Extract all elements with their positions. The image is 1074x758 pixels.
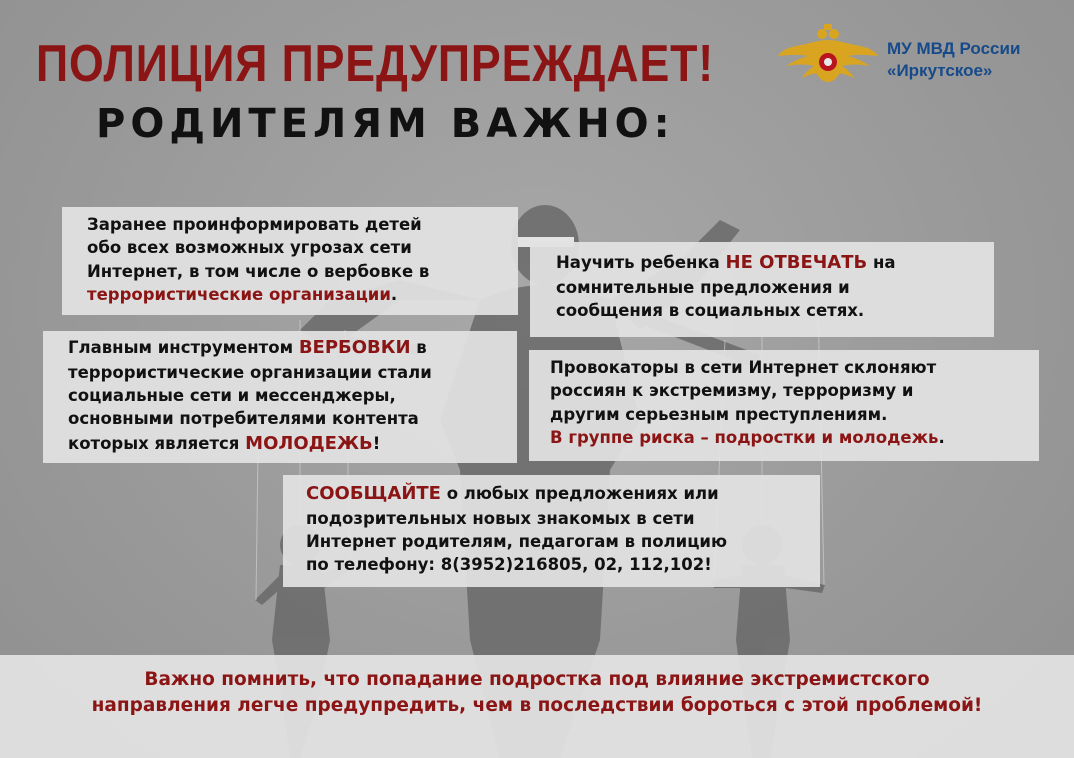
highlight-text: СООБЩАЙТЕ [306, 483, 441, 504]
card-text: ! [372, 433, 381, 453]
card-line: по телефону: 8(3952)216805, 02, 112,102! [306, 555, 712, 575]
highlight-text: В группе риска – подростки и молодежь [550, 428, 939, 448]
card-line: Интернет родителям, педагогам в полицию [306, 531, 728, 551]
footer-warning [0, 655, 1074, 758]
card-text: . [938, 428, 945, 448]
card-line: сообщения в социальных сетях. [556, 300, 865, 320]
card-line [87, 283, 518, 306]
highlight-text: ВЕРБОВКИ [298, 337, 411, 358]
footer-line: направления легче предупредить, чем в последствии бороться с этой проблемой! [91, 695, 983, 717]
advice-card-recruitment-tools [43, 331, 517, 463]
card-line [68, 431, 517, 457]
page-title: ПОЛИЦИЯ ПРЕДУПРЕЖДАЕТ! [36, 35, 715, 93]
card-text: Главным инструментом [68, 338, 299, 357]
advice-card-provocateurs [529, 350, 1039, 461]
advice-card-inform-children [62, 207, 518, 315]
page-subtitle: РОДИТЕЛЯМ ВАЖНО: [96, 101, 675, 147]
organization-name [887, 38, 1020, 82]
advice-card-do-not-reply [530, 242, 994, 337]
card-text: которых является [68, 433, 246, 453]
highlight-text: МОЛОДЕЖЬ [245, 432, 373, 454]
footer-line: Важно помнить, что попадание подростка под влияние экстремистского [144, 669, 930, 690]
card-line [550, 426, 1039, 449]
card-line: подозрительных новых знакомых в сети [306, 508, 695, 528]
card-line: сомнительные предложения и [556, 277, 850, 297]
card-line: Интернет, в том числе о вербовке в [87, 261, 430, 281]
card-line: основными потребителями контента [68, 409, 419, 429]
highlight-text: террористические организации [87, 285, 391, 305]
card-text: Научить ребенка [556, 253, 726, 272]
card-line: другим серьезным преступлениям. [550, 404, 888, 424]
highlight-text: НЕ ОТВЕЧАТЬ [725, 252, 868, 273]
org-name-line-1: МУ МВД России [887, 39, 1021, 58]
card-text: в [410, 338, 427, 357]
card-line [306, 481, 820, 507]
card-line: террористические организации стали [68, 362, 432, 382]
card-line: обо всех возможных угрозах сети [87, 238, 412, 258]
card-text: о любых предложениях или [440, 484, 719, 503]
card-line: россиян к экстремизму, терроризму и [550, 381, 914, 401]
advice-card-report-contact [283, 475, 820, 587]
card-line: Провокаторы в сети Интернет склоняют [550, 358, 937, 377]
police-eagle-emblem-icon [778, 22, 878, 92]
card-line [556, 250, 994, 276]
card-line: Заранее проинформировать детей [87, 215, 422, 234]
card-text: на [867, 253, 896, 272]
card-text: . [390, 285, 398, 305]
card-line [68, 335, 517, 361]
card-line: социальные сети и мессенджеры, [68, 385, 396, 405]
org-name-line-2: «Иркутское» [887, 61, 993, 81]
